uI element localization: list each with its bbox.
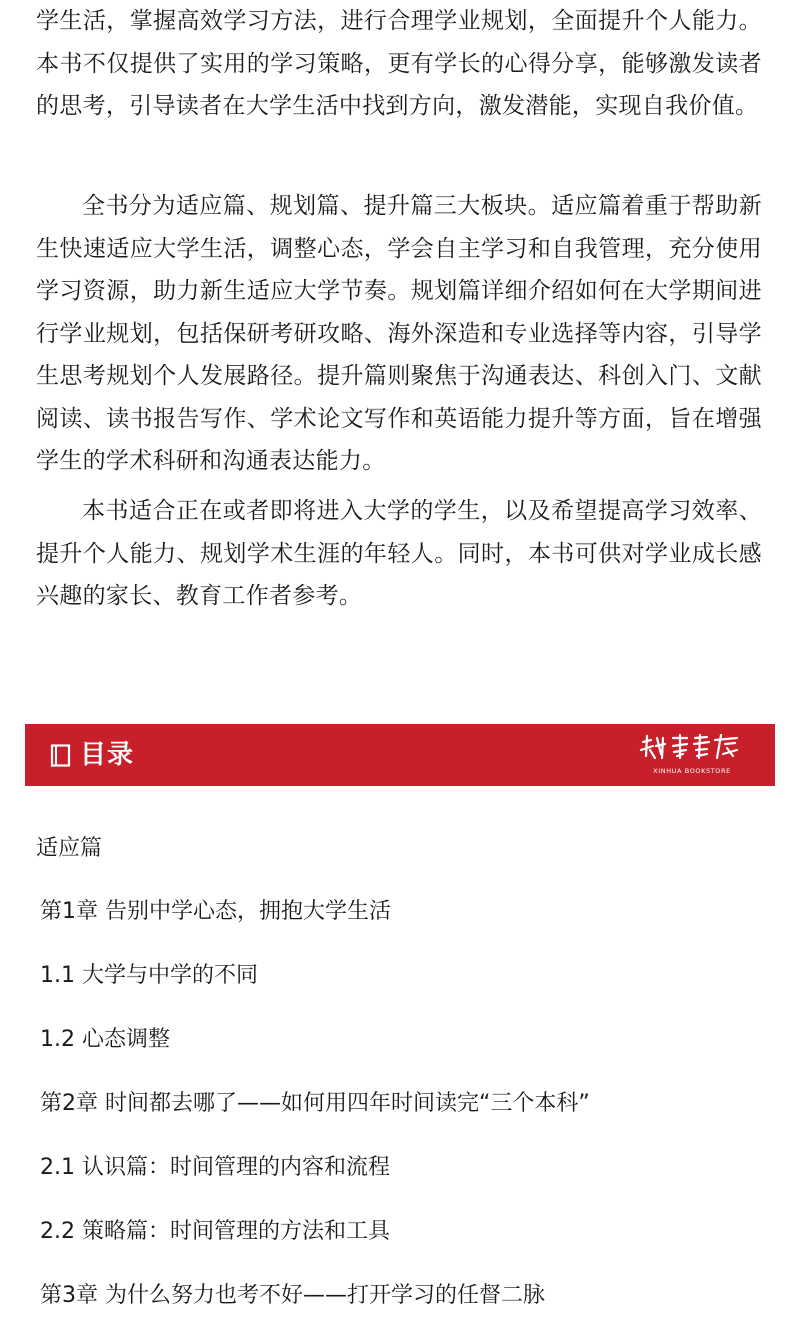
toc-banner	[25, 724, 775, 786]
toc-section-2-2[interactable]: 2.2 策略篇：时间管理的方法和工具	[40, 1219, 390, 1244]
xinhua-bookstore-logo	[637, 732, 747, 778]
toc-chapter-2[interactable]: 第2章 时间都去哪了——如何用四年时间读完“三个本科”	[40, 1091, 590, 1116]
toc-section-1-2[interactable]: 1.2 心态调整	[40, 1027, 170, 1052]
toc-chapter-1[interactable]: 第1章 告别中学心态，拥抱大学生活	[40, 899, 391, 924]
intro-paragraph-3: 本书适合正在或者即将进入大学的学生，以及希望提高学习效率、提升个人能力、规划学术生涯的年轻人。同时，本书可供对学业成长感兴趣的家长、教育工作者参考。	[36, 498, 762, 609]
book-icon	[50, 744, 72, 767]
toc-chapter-3[interactable]: 第3章 为什么努力也考不好——打开学习的任督二脉	[40, 1283, 545, 1308]
toc-part-1[interactable]: 适应篇	[36, 836, 103, 861]
toc-title: 目录	[80, 740, 135, 770]
intro-paragraph-1: 学生活，掌握高效学习方法，进行合理学业规划，全面提升个人能力。本书不仅提供了实用的学习策略，更有学长的心得分享，能够激发读者的思考，引导读者在大学生活中找到方向，激发潜能，实现自我价值。	[36, 8, 762, 119]
toc-section-1-1[interactable]: 1.1 大学与中学的不同	[40, 963, 258, 988]
brand-subtitle: XINHUA BOOKSTORE	[653, 767, 731, 775]
intro-paragraph-2: 全书分为适应篇、规划篇、提升篇三大板块。适应篇着重于帮助新生快速适应大学生活，调整心态，学会自主学习和自我管理，充分使用学习资源，助力新生适应大学节奏。规划篇详细介绍如何在大学期间进行学业规划，包括保研考研攻略、海外深造和专业选择等内容，引导学生思考规划个人发展路径。提升篇则聚焦于沟通表达、科创入门、文献阅读、读书报告写作、学术论文写作和英语能力提升等方面，旨在增强学生的学术科研和沟通表达能力。	[36, 193, 762, 474]
toc-section-2-1[interactable]: 2.1 认识篇：时间管理的内容和流程	[40, 1155, 390, 1180]
